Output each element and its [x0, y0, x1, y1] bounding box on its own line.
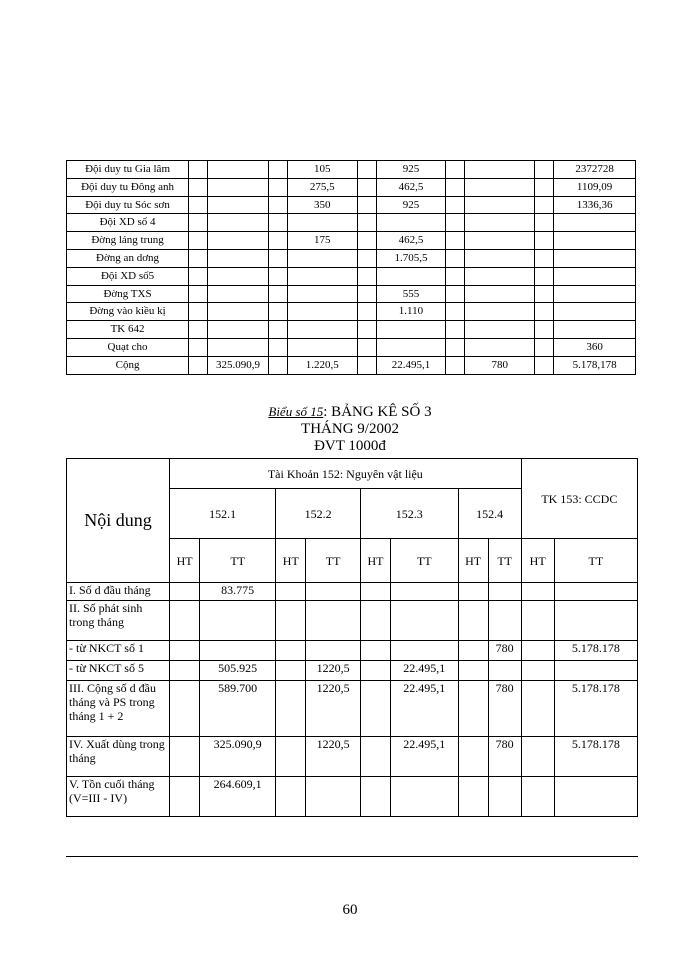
table-cell: [554, 321, 636, 339]
table-cell: 5.178.178: [554, 681, 637, 737]
tt-header: TT: [391, 539, 458, 583]
table-cell: 780: [488, 681, 521, 737]
table-cell: [276, 661, 306, 681]
table-cell: [208, 338, 269, 356]
row-label: V. Tồn cuối tháng (V=III - IV): [67, 777, 170, 817]
row-label: - từ NKCT số 1: [67, 641, 170, 661]
table-cell: [189, 338, 208, 356]
table-cell: [357, 356, 376, 374]
table-cell: [535, 249, 554, 267]
table-cell: [268, 285, 287, 303]
table-cell: [276, 641, 306, 661]
row-label: Đội XD số 4: [67, 214, 189, 232]
row-label: - từ NKCT số 5: [67, 661, 170, 681]
table-cell: [200, 601, 276, 641]
table-cell: [170, 737, 200, 777]
row-label: Đờng láng trung: [67, 232, 189, 250]
table-cell: [208, 285, 269, 303]
table-cell: [357, 303, 376, 321]
table-cell: [287, 214, 357, 232]
table-cell: [458, 681, 488, 737]
table-row: [67, 681, 638, 737]
table-cell: [535, 267, 554, 285]
table-cell: [521, 601, 554, 641]
table-cell: 1220,5: [306, 661, 361, 681]
table-cell: [268, 267, 287, 285]
table-cell: [189, 232, 208, 250]
table-cell: [189, 214, 208, 232]
table-cell: [521, 777, 554, 817]
table-row: [67, 161, 636, 179]
table-cell: [521, 583, 554, 601]
table-cell: [376, 321, 446, 339]
table-row: [67, 356, 636, 374]
table-cell: 780: [488, 737, 521, 777]
table-cell: [446, 303, 465, 321]
table-cell: [208, 249, 269, 267]
table-cell: 22.495,1: [376, 356, 446, 374]
tt-header: TT: [554, 539, 637, 583]
table-cell: [189, 321, 208, 339]
table-cell: 462,5: [376, 232, 446, 250]
table-cell: [287, 303, 357, 321]
table-row: [67, 178, 636, 196]
table-cell: [170, 583, 200, 601]
table-cell: [276, 681, 306, 737]
row-label: I. Số d đầu tháng: [67, 583, 170, 601]
table-cell: [208, 321, 269, 339]
tk153-header: TK 153: CCDC: [521, 459, 637, 539]
row-label: Đờng TXS: [67, 285, 189, 303]
table-cell: [208, 232, 269, 250]
table-cell: [357, 161, 376, 179]
table-cell: [535, 321, 554, 339]
table-cell: [446, 338, 465, 356]
table-cell: [208, 196, 269, 214]
table-cell: [446, 267, 465, 285]
table-cell: [554, 601, 637, 641]
table-cell: [521, 737, 554, 777]
account-152-header: Tài Khoản 152: Nguyên vật liệu: [170, 459, 522, 489]
table-cell: [535, 356, 554, 374]
table-cell: [376, 267, 446, 285]
table-cell: 505.925: [200, 661, 276, 681]
table-cell: [376, 214, 446, 232]
table-cell: [465, 232, 535, 250]
row-label: II. Số phát sinh trong tháng: [67, 601, 170, 641]
table-cell: [465, 303, 535, 321]
table-cell: 1336,36: [554, 196, 636, 214]
table-cell: [360, 681, 390, 737]
table-cell: [306, 583, 361, 601]
table-cell: [521, 681, 554, 737]
table-cell: [189, 285, 208, 303]
table-cell: [287, 321, 357, 339]
table-cell: [189, 267, 208, 285]
form-title: : BẢNG KÊ SỐ 3: [323, 404, 432, 420]
table-cell: [360, 583, 390, 601]
table-cell: 780: [465, 356, 535, 374]
table-cell: [446, 285, 465, 303]
row-label: Đờng vào kiều kị: [67, 303, 189, 321]
table-cell: 5.178.178: [554, 737, 637, 777]
row-label: III. Cộng số d đầu tháng và PS trong tháng 1 + 2: [67, 681, 170, 737]
table-cell: 1220,5: [306, 737, 361, 777]
table-cell: [521, 641, 554, 661]
table-cell: 350: [287, 196, 357, 214]
table-cell: 22.495,1: [391, 661, 458, 681]
table-cell: 1220,5: [306, 681, 361, 737]
table-cell: 555: [376, 285, 446, 303]
table-row: [67, 196, 636, 214]
table-cell: 105: [287, 161, 357, 179]
table-row: [67, 601, 638, 641]
table-cell: 925: [376, 196, 446, 214]
ht-header: HT: [276, 539, 306, 583]
table-cell: [535, 338, 554, 356]
table-cell: 462,5: [376, 178, 446, 196]
table-cell: [554, 661, 637, 681]
table-cell: [360, 661, 390, 681]
table-cell: [268, 178, 287, 196]
table-cell: 5.178,178: [554, 356, 636, 374]
table-cell: [391, 601, 458, 641]
table-row: [67, 321, 636, 339]
table-cell: [458, 661, 488, 681]
table-cell: [446, 321, 465, 339]
table-cell: [170, 661, 200, 681]
table-cell: [360, 777, 390, 817]
table-cell: [458, 583, 488, 601]
table-cell: [391, 583, 458, 601]
sub-account-header: 152.3: [360, 489, 458, 539]
table-cell: [268, 161, 287, 179]
table-row: [67, 777, 638, 817]
table-row: [67, 583, 638, 601]
table-cell: [554, 303, 636, 321]
table-cell: 360: [554, 338, 636, 356]
table-cell: [554, 214, 636, 232]
table-cell: [488, 601, 521, 641]
table-cell: [268, 356, 287, 374]
table-cell: [535, 303, 554, 321]
table-cell: [357, 178, 376, 196]
table-row: [67, 661, 638, 681]
table-cell: [554, 285, 636, 303]
table-cell: [357, 285, 376, 303]
table-cell: [208, 303, 269, 321]
tt-header: TT: [488, 539, 521, 583]
sub-account-header: 152.4: [458, 489, 521, 539]
row-label: Đờng an dơng: [67, 249, 189, 267]
ht-header: HT: [458, 539, 488, 583]
table-cell: 325.090,9: [208, 356, 269, 374]
table-cell: [189, 356, 208, 374]
row-label: Quạt cho: [67, 338, 189, 356]
table-cell: [268, 249, 287, 267]
table-cell: [391, 777, 458, 817]
table-cell: [554, 232, 636, 250]
table-cell: [208, 161, 269, 179]
table-cell: [268, 303, 287, 321]
table-cell: [554, 777, 637, 817]
table-cell: [276, 777, 306, 817]
table-cell: [554, 249, 636, 267]
table-cell: [465, 321, 535, 339]
tt-header: TT: [200, 539, 276, 583]
table-cell: [189, 303, 208, 321]
table-cell: [535, 161, 554, 179]
table-cell: [465, 214, 535, 232]
table-cell: [458, 601, 488, 641]
table-cell: 325.090,9: [200, 737, 276, 777]
ht-header: HT: [360, 539, 390, 583]
table-cell: [488, 661, 521, 681]
table-cell: [208, 214, 269, 232]
row-label: Đội XD số5: [67, 267, 189, 285]
table-cell: [170, 601, 200, 641]
table-row: [67, 285, 636, 303]
table-cell: [357, 267, 376, 285]
table-cell: [189, 249, 208, 267]
table-cell: [170, 777, 200, 817]
form-month: THÁNG 9/2002: [301, 421, 399, 437]
table-cell: [458, 641, 488, 661]
table-cell: [208, 178, 269, 196]
noi-dung-header: Nội dung: [67, 459, 170, 583]
table-row: [67, 641, 638, 661]
sub-account-header: 152.1: [170, 489, 276, 539]
table-cell: [287, 338, 357, 356]
table-cell: [276, 583, 306, 601]
table-cell: [465, 249, 535, 267]
table-cell: 1.110: [376, 303, 446, 321]
table-cell: [268, 232, 287, 250]
table-cell: [554, 267, 636, 285]
table-cell: [306, 777, 361, 817]
table-cell: 275,5: [287, 178, 357, 196]
table-cell: 589.700: [200, 681, 276, 737]
table-cell: [268, 214, 287, 232]
table-cell: [287, 285, 357, 303]
ht-header: HT: [170, 539, 200, 583]
table-cell: [268, 321, 287, 339]
table-cell: [268, 338, 287, 356]
table-cell: [357, 321, 376, 339]
row-label: TK 642: [67, 321, 189, 339]
table-cell: 780: [488, 641, 521, 661]
row-label: Đội duy tu Gia lâm: [67, 161, 189, 179]
statement-table: [66, 458, 638, 817]
table-cell: [189, 161, 208, 179]
table-cell: [535, 214, 554, 232]
table-cell: [170, 681, 200, 737]
table-cell: [535, 285, 554, 303]
form-heading: [0, 404, 700, 420]
table-cell: [446, 178, 465, 196]
table-cell: [200, 641, 276, 661]
table-cell: [268, 196, 287, 214]
table-cell: [446, 161, 465, 179]
table-cell: [446, 214, 465, 232]
table-cell: 22.495,1: [391, 681, 458, 737]
table-cell: 264.609,1: [200, 777, 276, 817]
table-cell: 83.775: [200, 583, 276, 601]
tt-header: TT: [306, 539, 361, 583]
table-cell: [357, 214, 376, 232]
table-cell: [306, 641, 361, 661]
table-cell: [465, 178, 535, 196]
table-cell: [535, 232, 554, 250]
table-row: [67, 338, 636, 356]
table-cell: [357, 232, 376, 250]
table-row: [67, 214, 636, 232]
table-cell: [357, 196, 376, 214]
table-cell: 925: [376, 161, 446, 179]
form-unit: ĐVT 1000đ: [314, 438, 386, 454]
table-cell: 1.220,5: [287, 356, 357, 374]
table-cell: [189, 178, 208, 196]
table-cell: [465, 285, 535, 303]
table-cell: [360, 737, 390, 777]
table-row: [67, 232, 636, 250]
table-cell: 5.178.178: [554, 641, 637, 661]
table-cell: [357, 249, 376, 267]
table-cell: [458, 737, 488, 777]
table-cell: 1.705,5: [376, 249, 446, 267]
table-cell: [360, 641, 390, 661]
table-cell: [554, 583, 637, 601]
table-cell: [391, 641, 458, 661]
table-cell: [446, 196, 465, 214]
table-cell: [170, 641, 200, 661]
table-cell: [535, 196, 554, 214]
table-cell: [465, 161, 535, 179]
table-cell: [488, 777, 521, 817]
summary-table-top: [66, 160, 636, 375]
table-cell: [208, 267, 269, 285]
table-cell: [521, 661, 554, 681]
sub-account-header: 152.2: [276, 489, 361, 539]
row-label: IV. Xuất dùng trong tháng: [67, 737, 170, 777]
row-label: Cộng: [67, 356, 189, 374]
footer-rule: [66, 856, 638, 857]
table-cell: [376, 338, 446, 356]
page-number: 60: [342, 902, 358, 918]
table-row: [67, 737, 638, 777]
ht-header: HT: [521, 539, 554, 583]
table-cell: [465, 338, 535, 356]
table-cell: 175: [287, 232, 357, 250]
table-row: [67, 249, 636, 267]
table-cell: [535, 178, 554, 196]
row-label: Đội duy tu Đông anh: [67, 178, 189, 196]
table-cell: [446, 249, 465, 267]
form-label: Biểu số 15: [268, 404, 324, 419]
table-cell: [458, 777, 488, 817]
table-cell: 1109,09: [554, 178, 636, 196]
table-row: [67, 267, 636, 285]
table-cell: [287, 249, 357, 267]
table-cell: 22.495,1: [391, 737, 458, 777]
table-cell: [276, 601, 306, 641]
table-cell: [446, 356, 465, 374]
table-row: [67, 303, 636, 321]
table-cell: 2372728: [554, 161, 636, 179]
row-label: Đội duy tu Sóc sơn: [67, 196, 189, 214]
table-cell: [488, 583, 521, 601]
table-cell: [276, 737, 306, 777]
table-cell: [446, 232, 465, 250]
table-cell: [360, 601, 390, 641]
table-cell: [287, 267, 357, 285]
table-cell: [189, 196, 208, 214]
table-cell: [465, 267, 535, 285]
table-cell: [465, 196, 535, 214]
table-cell: [357, 338, 376, 356]
table-cell: [306, 601, 361, 641]
